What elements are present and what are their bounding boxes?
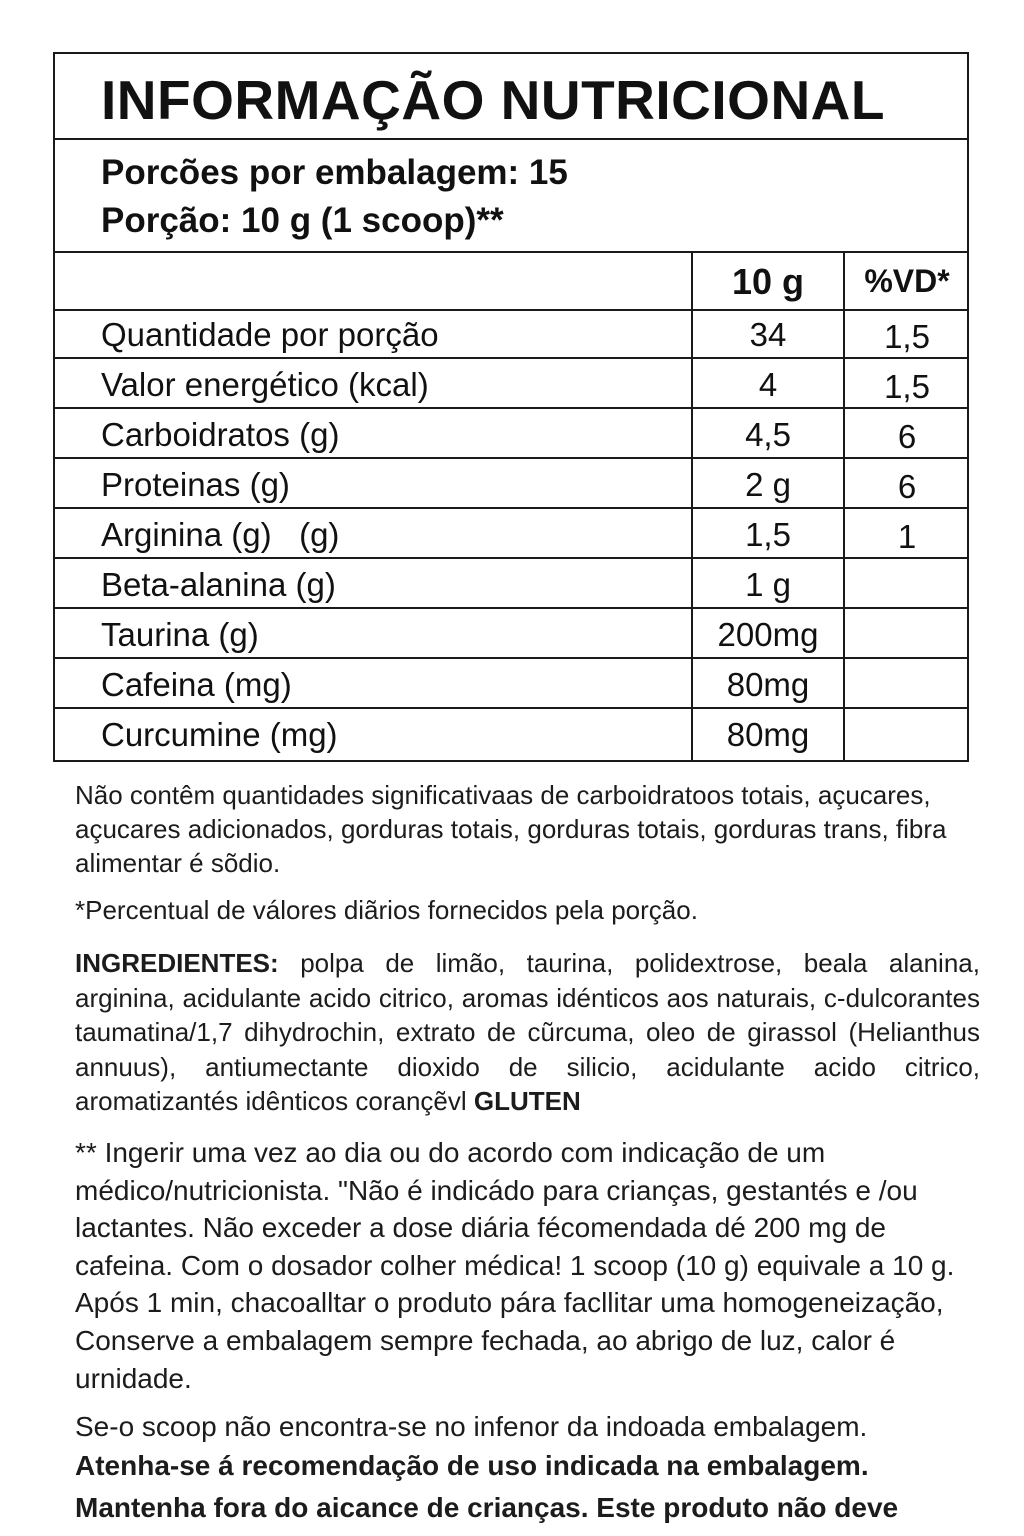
table-row [55, 709, 967, 759]
nutrient-amount: 200mg [717, 616, 819, 653]
usage-instructions: ** Ingerir uma vez ao dia ou do acordo com indicação de um médico/nutricionista. "Não é indicádo para crianças, gestantés e /ou lactantes. Não exceder a dose diária fécomendada dé 200 mg de cafeina. Com o dosador colher médica! 1 scoop (10 g) equivale a 10 g. Após 1 min, chacoalltar o produto pára facllitar uma homogeneização, Conserve a embalagem sempre fechada, ao abrigo de luz, calor é urnidade. [75, 1137, 955, 1394]
ingredients-heading: INGREDIENTES: [75, 948, 279, 978]
nutrient-name: Curcumine (mg) [101, 716, 338, 753]
nutrient-daily-value: 6 [897, 468, 917, 505]
usage-warning: Atenha-se á recomendação de uso indicada na embalagem. [75, 1450, 869, 1481]
nutrient-name: Arginina (g) (g) [101, 516, 340, 553]
children-warning: Mantenha fora do aicance de crianças. Este produto não deve [75, 1492, 899, 1523]
nutrient-daily-value: 6 [897, 418, 917, 455]
daily-value-footnote: *Percentual de válores diãrios fornecidos pela porção. [75, 895, 698, 925]
nutrient-amount: 1,5 [745, 516, 791, 553]
ingredients-text: polpa de limão, taurina, polidextrose, beala alanina, arginina, acidulante acido citrico, aromas idénticos aos naturais, c-dulcorantes taumatina/1,7 dihydrochin, extrato de cũrcuma, oleo de girassol (Helianthus annuus), antiumectante dioxido de silicio, acidulante acido citrico, aromatizantés idênticos corançẽvl [75, 948, 980, 1117]
table-row [55, 459, 967, 509]
table-row [55, 609, 967, 659]
table-header [55, 251, 967, 311]
table-row [55, 659, 967, 709]
table-row [55, 559, 967, 609]
nutrition-table [55, 251, 967, 760]
nutrient-amount: 80mg [726, 716, 810, 753]
nutrient-daily-value: 1,5 [884, 318, 930, 355]
ingredients-list [75, 946, 980, 1119]
serving-info [55, 138, 967, 253]
servings-per-package: Porcões por embalagem: 15 [101, 153, 568, 192]
nutrient-amount: 80mg [726, 666, 810, 703]
daily-value-column-header: %VD* [864, 263, 950, 299]
nutrition-facts-panel [53, 52, 969, 762]
nutrient-name: Cafeina (mg) [101, 666, 292, 703]
scoop-note: Se-o scoop não encontra-se no infenor da indoada embalagem. [75, 1411, 868, 1442]
nutrient-amount: 4,5 [745, 416, 791, 453]
page-title: INFORMAÇÃO NUTRICIONAL [101, 69, 885, 131]
table-row [55, 359, 967, 409]
nutrient-name: Valor energético (kcal) [101, 366, 429, 403]
serving-size: Porção: 10 g (1 scoop)** [101, 201, 504, 240]
nutrient-name: Carboidratos (g) [101, 416, 340, 453]
table-row [55, 509, 967, 559]
not-significant-note: Não contêm quantidades significativaas de carboidratoos totais, açucares, açucares adicionados, gorduras totais, gorduras totais, gorduras trans, fibra alimentar é sõdio. [75, 780, 947, 878]
nutrient-daily-value: 1,5 [884, 368, 930, 405]
nutrient-name: Quantidade por porção [101, 316, 439, 353]
nutrient-name: Proteinas (g) [101, 466, 290, 503]
nutrient-amount: 1 g [745, 566, 791, 603]
title-row [55, 54, 967, 140]
amount-column-header: 10 g [731, 261, 805, 302]
table-row [55, 309, 967, 359]
nutrient-name: Taurina (g) [101, 616, 259, 653]
table-row [55, 409, 967, 459]
nutrient-amount: 34 [749, 316, 787, 353]
nutrient-amount: 4 [758, 366, 778, 403]
nutrient-amount: 2 g [745, 466, 791, 503]
nutrient-daily-value: 1 [897, 518, 917, 555]
nutrient-name: Beta-alanina (g) [101, 566, 336, 603]
gluten-statement: GLUTEN [473, 1086, 581, 1117]
